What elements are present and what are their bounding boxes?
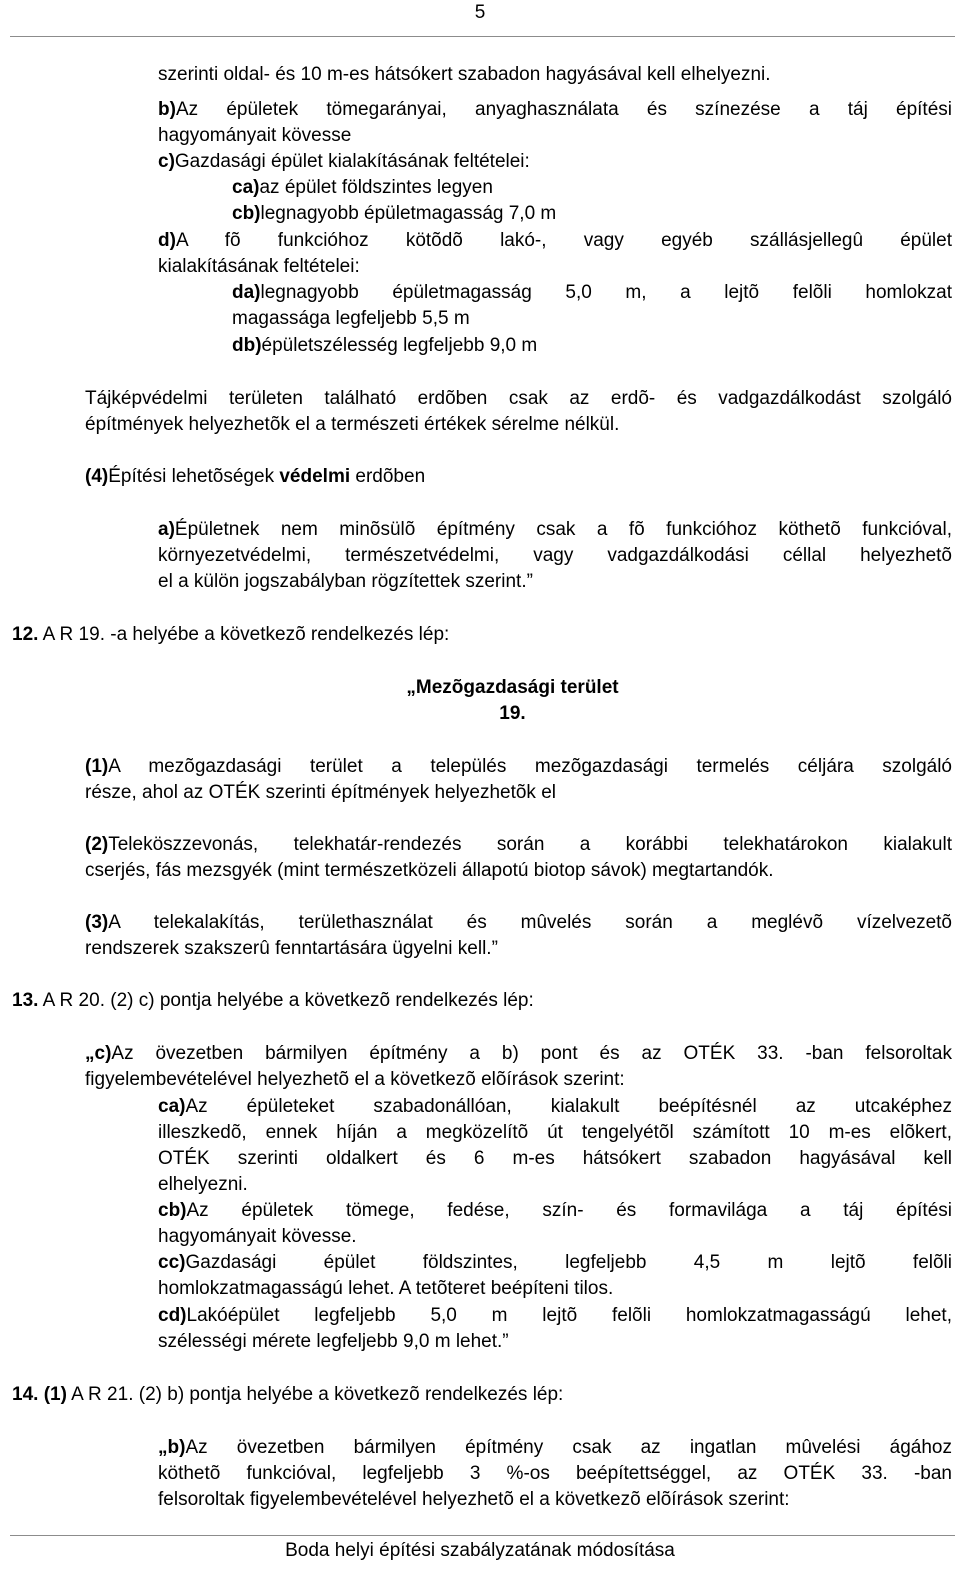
text-line: (1)A mezõgazdasági terület a település mezõgazdasági termelés céljára szolgáló [85,756,952,777]
text-line: szélességi mérete legfeljebb 9,0 m lehet.” [158,1331,509,1352]
text-line: „b)Az övezetben bármilyen építmény csak az ingatlan mûvelési ágához [158,1437,952,1458]
page-number: 5 [474,2,486,23]
text-line: építmények helyezhetõk el a természeti értékek sérelme nélkül. [85,414,620,435]
text-line: cserjés, fás mezsgyék (mint természetközeli állapotú biotop sávok) megtartandók. [85,860,774,881]
section-number: 19. [499,703,526,724]
text-line: szerinti oldal- és 10 m-es hátsókert szabadon hagyásával kell elhelyezni. [158,64,771,85]
text-line: (2)Teleköszzevonás, telekhatár-rendezés során a korábbi telekhatárokon kialakult [85,834,952,855]
text-line: b)Az épületek tömegarányai, anyaghasználata és színezése a táj építési [158,99,952,120]
text-line: db)épületszélesség legfeljebb 9,0 m [232,335,538,356]
amendment-heading: 14. (1) A R 21. (2) b) pontja helyébe a következõ rendelkezés lép: [12,1384,564,1405]
text-line: a)Épületnek nem minõsülõ építmény csak a fõ funkcióhoz köthetõ funkcióval, [158,519,952,540]
amendment-heading: 12. A R 19. -a helyébe a következõ rendelkezés lép: [12,624,450,645]
text-line: c)Gazdasági épület kialakításának feltételei: [158,151,530,172]
text-line: (3)A telekalakítás, területhasználat és mûvelés során a meglévõ vízelvezetõ [85,912,952,933]
text-line: ca)Az épületeket szabadonállóan, kialakult beépítésnél az utcaképhez [158,1096,952,1117]
text-line: el a külön jogszabályban rögzítettek szerint.” [158,571,533,592]
text-line: cc)Gazdasági épület földszintes, legfeljebb 4,5 m lejtõ felõli [158,1252,952,1273]
section-title: „Mezõgazdasági terület [406,677,619,698]
text-line: ca)az épület földszintes legyen [232,177,493,198]
text-line: cb)legnagyobb épületmagasság 7,0 m [232,203,557,224]
text-line: cb)Az épületek tömege, fedése, szín- és formavilága a táj építési [158,1200,952,1221]
text-line: figyelembevételével helyezhetõ el a következõ elõírások szerint: [85,1069,625,1090]
text-line: Tájképvédelmi területen található erdõben csak az erdõ- és vadgazdálkodást szolgáló [85,388,952,409]
text-line: rendszerek szakszerû fenntartására ügyelni kell.” [85,938,498,959]
text-line: homlokzatmagasságú lehet. A tetõteret beépíteni tilos. [158,1278,614,1299]
text-line: hagyományait kövesse [158,125,352,146]
text-line: „c)Az övezetben bármilyen építmény a b) pont és az OTÉK 33. -ban felsoroltak [85,1043,952,1064]
text-line: kialakításának feltételei: [158,256,360,277]
text-line: OTÉK szerinti oldalkert és 6 m-es hátsókert szabadon hagyásával kell [158,1148,952,1169]
text-line: da)legnagyobb épületmagasság 5,0 m, a lejtõ felõli homlokzat [232,282,952,303]
footer-divider [10,1535,955,1536]
page-footer: Boda helyi építési szabályzatának módosítása [285,1540,675,1561]
text-line: cd)Lakóépület legfeljebb 5,0 m lejtõ felõli homlokzatmagasságú lehet, [158,1305,952,1326]
amendment-heading: 13. A R 20. (2) c) pontja helyébe a következõ rendelkezés lép: [12,990,534,1011]
text-line: felsoroltak figyelembevételével helyezhetõ el a következõ elõírások szerint: [158,1489,790,1510]
section-heading: (4)Építési lehetõségek védelmi erdõben [85,466,426,487]
text-line: d)A fõ funkcióhoz kötõdõ lakó-, vagy egyéb szállásjellegû épület [158,230,952,251]
text-line: része, ahol az OTÉK szerinti építmények helyezhetõk el [85,782,557,803]
text-line: hagyományait kövesse. [158,1226,357,1247]
header-divider [10,36,955,37]
text-line: környezetvédelmi, természetvédelmi, vagy vadgazdálkodási céllal helyezhetõ [158,545,952,566]
text-line: köthetõ funkcióval, legfeljebb 3 %-os beépítettséggel, az OTÉK 33. -ban [158,1463,952,1484]
text-line: illeszkedõ, ennek híján a megközelítõ út tengelyétõl számított 10 m-es elõkert, [158,1122,952,1143]
text-line: magassága legfeljebb 5,5 m [232,308,470,329]
text-line: elhelyezni. [158,1174,248,1195]
